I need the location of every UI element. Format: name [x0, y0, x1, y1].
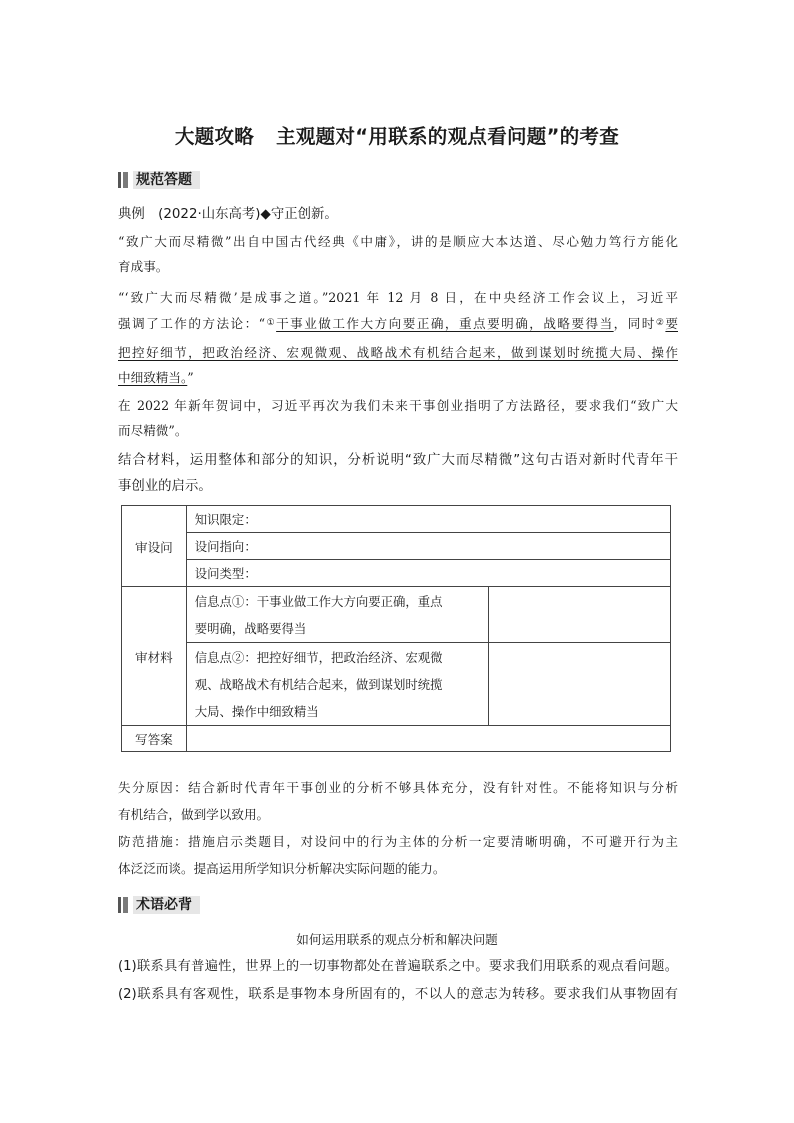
term-line: (1)联系具有普遍性，世界上的一切事物都处在普遍联系之中。要求我们用联系的观点看问题。: [118, 959, 678, 974]
paragraph-line: “致广大而尽精微”出自中国古代经典《中庸》，讲的是顺应大本达道、尽心勉力笃行方能化: [118, 234, 678, 249]
cell-leixing: 设问类型：: [186, 560, 670, 587]
cell-answer: [186, 726, 670, 752]
paragraph-line: [118, 313, 678, 334]
info-line: 信息点②：把控好细节，把政治经济、宏观微: [194, 649, 443, 665]
title-part-1: 大题攻略: [174, 125, 255, 148]
paragraph-line: [118, 368, 678, 388]
page-title: [0, 121, 794, 149]
paragraph-line: “‘致广大而尽精微’是成事之道。”2021 年 12 月 8 日，在中央经济工作会议上，习近平: [118, 290, 678, 305]
terms-heading: 如何运用联系的观点分析和解决问题: [296, 932, 498, 947]
paragraph-line: 而尽精微”。: [118, 423, 188, 438]
section-heading-terms: [118, 895, 200, 915]
cell-info-2: [186, 643, 488, 726]
marker-1: ①: [265, 318, 277, 328]
cell-blank: [489, 643, 671, 726]
cell-info-1: [186, 587, 488, 643]
cell-blank: [489, 587, 671, 643]
section-label: 术语必背: [133, 896, 200, 914]
paragraph-line: 育成事。: [118, 259, 169, 274]
cell-zhixiang: 设问指向：: [186, 533, 670, 560]
cell-zhishi: 知识限定：: [186, 506, 670, 533]
info-line: 大局、操作中细致精当: [194, 703, 319, 719]
marker-2: ②: [655, 318, 666, 328]
analysis-line: 失分原因：结合新时代青年干事创业的分析不够具体充分，没有针对性。不能将知识与分析: [118, 780, 678, 795]
label-shenshewen: 审设问: [122, 506, 187, 587]
term-line: (2)联系具有客观性，联系是事物本身所固有的，不以人的意志为转移。要求我们从事物固有: [118, 987, 678, 1002]
question-line: 事创业的启示。: [118, 479, 212, 494]
label-shencailiao: 审材料: [122, 587, 187, 726]
section-marker-icon: [118, 897, 130, 913]
info-line: 信息点①：干事业做工作大方向要正确，重点: [194, 593, 443, 609]
info-line: 要明确，战略要得当: [194, 620, 307, 636]
title-part-2: 主观题对“用联系的观点看问题”的考查: [276, 125, 620, 148]
text-segment: 强调了工作的方法论：“: [118, 316, 266, 331]
text-segment: ，同时: [613, 316, 656, 331]
underlined-text: 要: [665, 316, 678, 331]
analysis-line: 防范措施：措施启示类题目，对设问中的行为主体的分析一定要清晰明确，不可避开行为主: [118, 834, 678, 849]
underlined-text: 干事业做工作大方向要正确，重点要明确，战略要得当: [276, 316, 614, 331]
section-heading-norms: [118, 170, 200, 190]
analysis-line: 体泛泛而谈。提高运用所学知识分析解决实际问题的能力。: [118, 861, 446, 876]
question-line: 结合材料，运用整体和部分的知识，分析说明“致广大而尽精微”这句古语对新时代青年干: [118, 453, 678, 468]
paragraph-line: 在 2022 年新年贺词中，习近平再次为我们未来干事创业指明了方法路径，要求我们“致广大: [118, 398, 678, 413]
analysis-table: [121, 505, 671, 752]
underlined-text: 中细致精当。: [118, 370, 188, 385]
underlined-line: 把控好细节，把政治经济、宏观微观、战略战术有机结合起来，做到谋划时统揽大局、操作: [118, 345, 678, 360]
info-line: 观、战略战术有机结合起来，做到谋划时统揽: [194, 676, 443, 692]
section-marker-icon: [118, 172, 130, 188]
label-xiedaan: 写答案: [122, 726, 187, 752]
section-label: 规范答题: [133, 171, 200, 189]
text-segment: ”: [187, 370, 194, 385]
example-header: 典例 (2022·山东高考)◆守正创新。: [118, 207, 338, 222]
analysis-line: 有机结合，做到学以致用。: [118, 807, 270, 822]
